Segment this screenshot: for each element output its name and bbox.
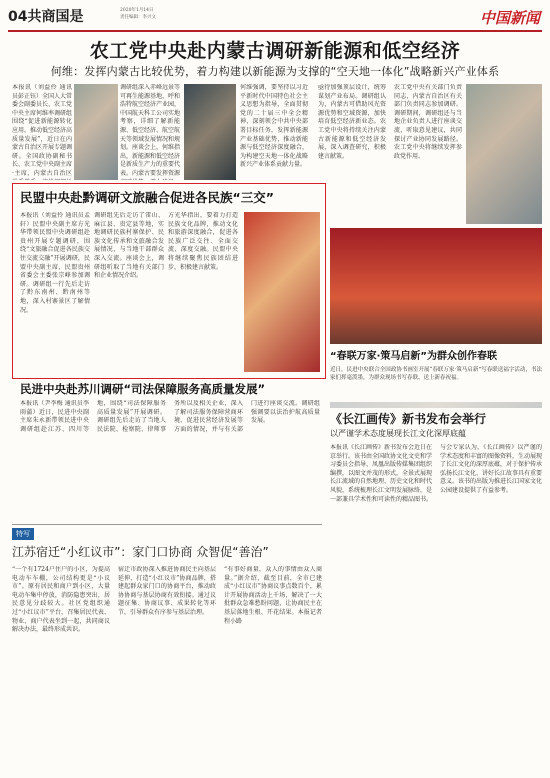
feature2-headline: 民进中央赴苏川调研“司法保障服务高质量发展”	[20, 382, 266, 396]
book-divider	[330, 402, 542, 408]
photo-caption-headline: “春联万家·策马启新”为群众创作春联	[330, 351, 497, 362]
lead-col-2: 调研组深入赤峰远景等可再生能源基地、呼和浩特航空经济产业园，中国航天科工公司实地考察，详细了解新能源、低空经济、航空航天等领域发展情况和规划。座谈会上，何维指出，新能源和低空经济是新质生产力的重要代表。内蒙古要发挥资源	[120, 84, 180, 177]
book-subhead: 以严谨学术态度展现长江文化深厚底蕴	[330, 429, 466, 438]
feature1-headline: 民盟中央赴黔调研文旅融合促进各民族“三交”	[20, 190, 274, 205]
feature2-body: 本报讯（尹李梅 通讯员李雨蒲）近日，民进中央副主席朱永新带领民进中央调研组赴江苏、四川等地，围绕“司法保障服务高质量发展”开展调研。调研组先后走访了当地人民法院、检察院、律师事务所以及相关企业，深入了解司法服务保障营商环境、促进民营经济发展等方面的情况，并与有关部门进行座谈交流。调研组强调要以法治护航高质量发展。	[20, 400, 320, 433]
lead-col-3: 何维强调，要坚持以习近平新时代中国特色社会主义思想为指导，全面贯彻党的二十届三中全会精神，深刻领会中共中央部署目标任务，发挥新能源产业基础优势，推动新能源与低空经济深度融合，为构建空天地一体化战略新兴产业体系贡献力量。	[240, 84, 308, 169]
lead-headline: 农工党中央赴内蒙古调研新能源和低空经济	[89, 40, 461, 62]
lead-col-5: 农工党中央有关部门负责同志，内蒙古自治区有关部门负责同志参加调研。调研期间，调研组还与当地企业负责人进行座谈交流，听取意见建议，共同探讨产业协同发展路径。农工党中央将继续发挥参政党作用。	[394, 84, 462, 160]
page-section-label: 04共商国是	[8, 9, 84, 25]
section-rule	[12, 524, 322, 525]
feature1-photo	[244, 212, 320, 372]
book-col-1: 本报讯《长江画传》新书发布会近日在京举行。该书由全国政协文化文史和学习委员会指导、凤凰出版传媒集团组织编撰，以图文并茂的形式，全景式展现长江流域的自然地理、历史文化和时代风貌，系统梳理长江文明发展脉络，是一部兼具学术性和可读性的精品图书。	[330, 444, 432, 503]
lead-photo-2	[184, 84, 236, 180]
lead-col-4: 亟待加强顶层设计，统筹谋划产业布局。调研组认为，内蒙古可借助风光资源优势和空域资源，加快培育低空经济新业态。农工党中央将持续关注内蒙古新能源和低空经济发展，深入调查研究，积极建言献策。	[318, 84, 386, 160]
spotlight-headline: 江苏宿迁“小红议市”：家门口协商 众智促“善治”	[12, 545, 269, 559]
feature1-col-2: 调研组先后走访了雷山、麻江县、贵定县等地，实地调研民族村寨保护、民族文化传承和文旅融合发展情况，与当地干部群众深入交流。座谈会上，调研组听取了当地有关部门和企业情况介绍。	[94, 212, 164, 280]
lead-col-1: 本报讯（刘益伶 通讯员彭正钰）全国人大常委会副委员长、农工党中央主席何维率调研组围绕“促进新能源转化应用，推动低空经济高质量发展”，近日在内蒙古自治区开展专题调研。全国政协副秘书长、农工党中央副主席·主席，内蒙古自治区	[12, 84, 72, 177]
spotlight-col-3: “有事好商量，众人的事情由众人商量。”据介绍，截至目前，全市已建成“小红议市”协商议事点数百个，累计开展协商活动上千场，解决了一大批群众急难愁盼问题，让协商民主在基层落地生根、开花结果。本报记者 程小路	[224, 566, 322, 625]
spotlight-col-1: “一个有1724户住户的小区，为提高电动车车棚，公司结构更是“小议市”。原有居民和商户到小区，大量电动车集中停放，消防隐患突出，居民意见分歧较大。社区党组织通过“小红议市”平台，召集居民代表、物业、商户代表坐到一起，共同商议解决办法，最终形成共识。	[12, 566, 110, 634]
lead-subhead: 何维：发挥内蒙古比较优势，着力构建以新能源为支撑的“空天地一体化”战略新兴产业体系	[50, 65, 500, 78]
book-col-2: 与会专家认为，《长江画传》以严谨的学术态度和丰富的图像资料，生动展现了长江文化的深厚底蕴，对于保护传承弘扬长江文化、讲好长江故事具有重要意义。该书的出版为推进长江国家文化公园建设提供了有益参考。	[440, 444, 542, 494]
spotlight-col-2: 宿迁市政协深入推进协商民主向基层延伸，打造“小红议市”协商品牌，搭建起群众家门口的协商平台，推动政协协商与基层协商有效衔接。通过议题征集、协商议事、成果转化等环节，引导群众有序参与基层治理。	[118, 566, 216, 616]
spotlight-tag: 特写	[12, 528, 34, 540]
newspaper-logo: 中国新闻	[479, 9, 540, 27]
feature1-col-1: 本报讯（刘益伶 通讯员孟轩）民盟中央副主席方光华带领民盟中央调研组赴贵州开展专题调研，围绕“文旅融合促进各民族交往交流交融”开展调研，民盟中央副主席、民盟贵州省委会主委张宗峰参加调研。调研组一行先后走访了黔东南州、黔南州等地，深入村寨景区了解情况。	[20, 212, 90, 314]
lead-photo-3	[466, 84, 542, 224]
page-editor: 责任编辑：李兴文	[120, 15, 156, 20]
lead-photo-1	[74, 84, 118, 180]
page-header	[8, 4, 542, 32]
photo-caption-body: 近日，民进中央联合全国政协书画室开展“春联万家·策马启新”写春联送福字活动，书法家们挥毫泼墨，为群众现场书写春联、送上新春祝福。	[330, 367, 542, 381]
event-photo	[330, 228, 542, 344]
page-date: 2020年1月14日	[120, 8, 154, 13]
feature1-col-3: 方光华指出，要着力打造民族文化品牌，推动文化和旅游深度融合，促进各民族广泛交往、全面交流、深度交融。民盟中央将继续聚焦民族团结进步，积极建言献策。	[168, 212, 238, 271]
page-meta	[120, 7, 156, 21]
book-headline: 《长江画传》新书发布会举行	[330, 412, 487, 426]
